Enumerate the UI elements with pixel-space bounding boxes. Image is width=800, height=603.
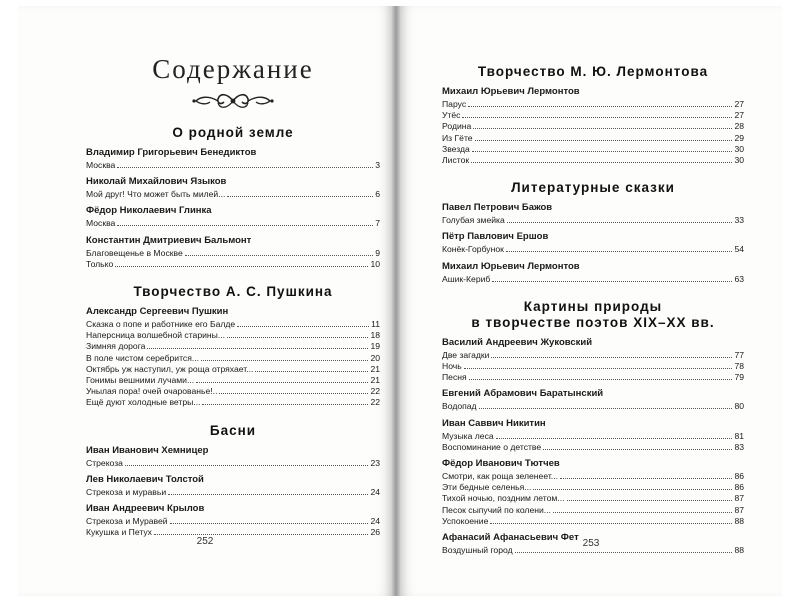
toc-entry[interactable] [442,121,744,132]
dot-leader [492,281,732,282]
author-name: Николай Михайлович Языков [86,176,227,188]
dot-leader [468,106,732,107]
entry-title: Москва [86,218,116,229]
entry-page-number: 20 [370,352,380,363]
toc-entry[interactable] [86,248,380,259]
entry-title: Благовещенье в Москве [86,247,183,258]
entry-page-number: 78 [734,361,744,372]
dot-leader [201,360,368,361]
entry-title: Унылая пора! очей очарованье!.. [86,386,218,397]
entry-page-number: 77 [734,349,744,360]
dot-leader [219,393,368,394]
dot-leader [469,379,733,380]
page-title: Содержание [152,54,314,84]
section-title [442,299,744,331]
dot-leader [471,162,732,163]
left-page-content [86,54,380,538]
entry-page-number: 24 [370,516,380,527]
dot-leader [147,348,368,349]
entry-title: Смотри, как роща зеленеет... [442,471,558,482]
toc-entry[interactable] [442,516,744,527]
dot-leader [117,167,373,168]
dot-leader [255,371,368,372]
dot-leader [515,552,733,553]
entry-page-number: 24 [370,486,380,497]
entry-page-number: 10 [370,258,380,269]
dot-leader [115,266,368,267]
author-name: Михаил Юрьевич Лермонтов [442,260,580,272]
entry-title: Наперсница волшебной старины... [86,330,225,341]
author-name: Иван Иванович Хемницер [86,444,209,456]
entry-page-number: 87 [734,504,744,515]
entry-page-number: 6 [375,189,380,200]
section-title-line: в творчестве поэтов XIX–XX вв. [471,314,715,330]
entry-title: Стрекоза [86,457,123,468]
entry-title: Сказка о попе и работнике его Балде [86,319,236,330]
entry-page-number: 18 [370,330,380,341]
entry-page-number: 86 [734,471,744,482]
dot-leader [507,222,733,223]
entry-page-number: 83 [734,441,744,452]
entry-page-number: 11 [371,319,380,330]
entry-title: Музыка леса [442,430,494,441]
dot-leader [185,255,373,256]
toc-entry[interactable] [442,244,744,255]
toc-entry[interactable] [86,330,380,341]
entry-title: Москва [86,160,116,170]
author-name: Михаил Юрьевич Лермонтов [442,86,580,97]
entry-page-number: 21 [370,375,380,386]
dot-leader [560,478,732,479]
entry-title: Мой друг! Что может быть милей... [86,189,226,200]
toc-entry[interactable] [442,155,744,166]
entry-page-number: 26 [370,527,380,538]
dot-leader [462,117,732,118]
entry-page-number: 21 [370,363,380,374]
toc-entry[interactable] [442,372,744,383]
book-gutter [392,6,400,596]
toc-entry[interactable] [86,397,380,408]
entry-title: Кукушка и Петух [86,527,152,538]
toc-entry[interactable] [442,144,744,155]
toc-entry[interactable] [86,160,380,171]
dot-leader [227,196,373,197]
entry-page-number: 29 [734,132,744,143]
author-name: Владимир Григорьевич Бенедиктов [86,147,257,158]
entry-title: Ещё дуют холодные ветры... [86,397,201,408]
toc-entry[interactable] [86,364,380,375]
entry-page-number: 63 [734,273,744,284]
toc-entry[interactable] [86,218,380,229]
dot-leader [553,512,733,513]
section-title-line: Творчество М. Ю. Лермонтова [477,64,709,79]
dot-leader [227,337,368,338]
entry-page-number: 22 [370,386,380,397]
toc-entry[interactable] [442,215,744,226]
entry-title: Ночь [442,361,462,372]
section-title [86,125,380,141]
toc-entry[interactable] [86,458,380,469]
author-name: Василий Андреевич Жуковский [442,336,593,348]
dot-leader [472,151,733,152]
section-title [442,180,744,196]
section-title-line: О родной земле [172,125,294,140]
toc-entry[interactable] [442,99,744,110]
dot-leader [533,489,732,490]
author-name: Павел Петрович Бажов [442,202,553,214]
dot-leader [475,140,733,141]
toc-entry[interactable] [86,319,380,330]
entry-page-number: 30 [734,143,744,154]
dot-leader [170,523,369,524]
entry-page-number: 3 [375,160,380,170]
entry-title: Из Гёте [442,132,473,143]
entry-page-number: 79 [734,372,744,383]
toc-entry[interactable] [442,505,744,516]
entry-title: Родина [442,121,472,132]
toc-entry[interactable] [442,110,744,121]
dot-leader [117,225,373,226]
dot-leader [479,408,733,409]
entry-page-number: 54 [734,244,744,255]
author-name: Константин Дмитриевич Бальмонт [86,234,252,246]
entry-page-number: 23 [370,457,380,468]
author-name: Пётр Павлович Ершов [442,231,549,243]
right-page [400,6,782,596]
entry-title: Две загадки [442,349,490,360]
entry-page-number: 9 [375,247,380,258]
dot-leader [491,357,732,358]
entry-title: Песок сыпучий по колени... [442,504,551,515]
entry-title: Утёс [442,110,461,121]
dot-leader [490,523,732,524]
entry-title: Парус [442,99,467,109]
entry-title: Водопад [442,401,477,412]
toc-entry[interactable] [86,341,380,352]
entry-title: Зимняя дорога [86,341,146,352]
toc-entry[interactable] [442,274,744,285]
left-page [18,6,392,596]
author-name: Фёдор Николаевич Глинка [86,205,212,217]
section-title-line: Картины природы [523,298,663,314]
page-number-left: 252 [196,536,214,547]
entry-title: Воспоминание о детстве [442,441,542,452]
toc-entry[interactable] [86,375,380,386]
entry-title: Ашик-Кериб [442,273,491,284]
dot-leader [202,404,368,405]
entry-title: Конёк-Горбунок [442,244,504,255]
author-name: Евгений Абрамович Баратынский [442,388,604,400]
toc-entry[interactable] [442,361,744,372]
entry-title: В поле чистом серебрится... [86,352,200,363]
section-title [442,64,744,80]
entry-title: Успокоение [442,515,489,526]
toc-entry[interactable] [442,493,744,504]
entry-title: Стрекоза и муравьи [86,486,167,497]
dot-leader [196,382,368,383]
toc-entry[interactable] [86,353,380,364]
dot-leader [237,326,369,327]
section-title-line: Басни [209,422,257,438]
entry-title: Только [86,258,114,269]
entry-title: Эти бедные селенья... [442,482,532,493]
entry-title: Голубая змейка [442,215,505,226]
entry-page-number: 88 [734,515,744,526]
entry-title: Тихой ночью, поздним летом... [442,493,565,504]
author-name: Иван Андреевич Крылов [86,503,205,515]
entry-title: Гонимы вешними лучами... [86,375,195,386]
toc-entry[interactable] [442,471,744,482]
entry-title: Октябрь уж наступил, уж роща отряхает... [86,363,254,374]
entry-page-number: 27 [734,110,744,121]
page-number-right: 253 [582,538,600,549]
entry-page-number: 19 [370,341,380,352]
entry-page-number: 7 [375,218,380,229]
author-name: Фёдор Иванович Тютчев [442,458,560,470]
dot-leader [567,500,733,501]
entry-page-number: 22 [370,397,380,408]
ornament-divider-icon [190,91,276,111]
toc-entry[interactable] [86,487,380,498]
toc-entry[interactable] [86,386,380,397]
toc-entry[interactable] [442,350,744,361]
toc-entry[interactable] [86,259,380,270]
section-title-line: Литературные сказки [511,180,675,196]
author-name: Иван Саввич Никитин [442,417,546,429]
author-name: Афанасий Афанасьевич Фет [442,532,579,544]
entry-page-number: 27 [734,99,744,109]
left-toc [86,125,380,538]
dot-leader [125,465,368,466]
author-name: Лев Николаевич Толстой [86,473,204,485]
author-name: Александр Сергеевич Пушкин [86,306,229,318]
entry-page-number: 28 [734,121,744,132]
entry-title: Листок [442,155,470,166]
toc-entry[interactable] [442,133,744,144]
dot-leader [543,449,732,450]
toc-entry[interactable] [442,431,744,442]
toc-entry[interactable] [86,516,380,527]
dot-leader [473,128,732,129]
section-title [86,284,380,300]
entry-page-number: 88 [734,545,744,556]
right-page-content [442,58,744,556]
dot-leader [506,251,733,252]
entry-page-number: 30 [734,155,744,166]
dot-leader [464,368,733,369]
toc-entry[interactable] [442,442,744,453]
toc-entry[interactable] [442,401,744,412]
toc-entry[interactable] [86,189,380,200]
toc-entry[interactable] [442,482,744,493]
entry-page-number: 87 [734,493,744,504]
dot-leader [168,494,368,495]
entry-title: Воздушный город [442,545,513,556]
entry-title: Звезда [442,143,470,154]
entry-title: Песня [442,372,467,383]
entry-page-number: 33 [734,215,744,226]
section-title [86,423,380,439]
entry-page-number: 86 [734,482,744,493]
right-toc [442,64,744,556]
dot-leader [496,438,733,439]
entry-page-number: 80 [734,401,744,412]
entry-page-number: 81 [734,430,744,441]
entry-title: Стрекоза и Муравей [86,516,168,527]
section-title-line: Творчество А. С. Пушкина [133,284,333,300]
